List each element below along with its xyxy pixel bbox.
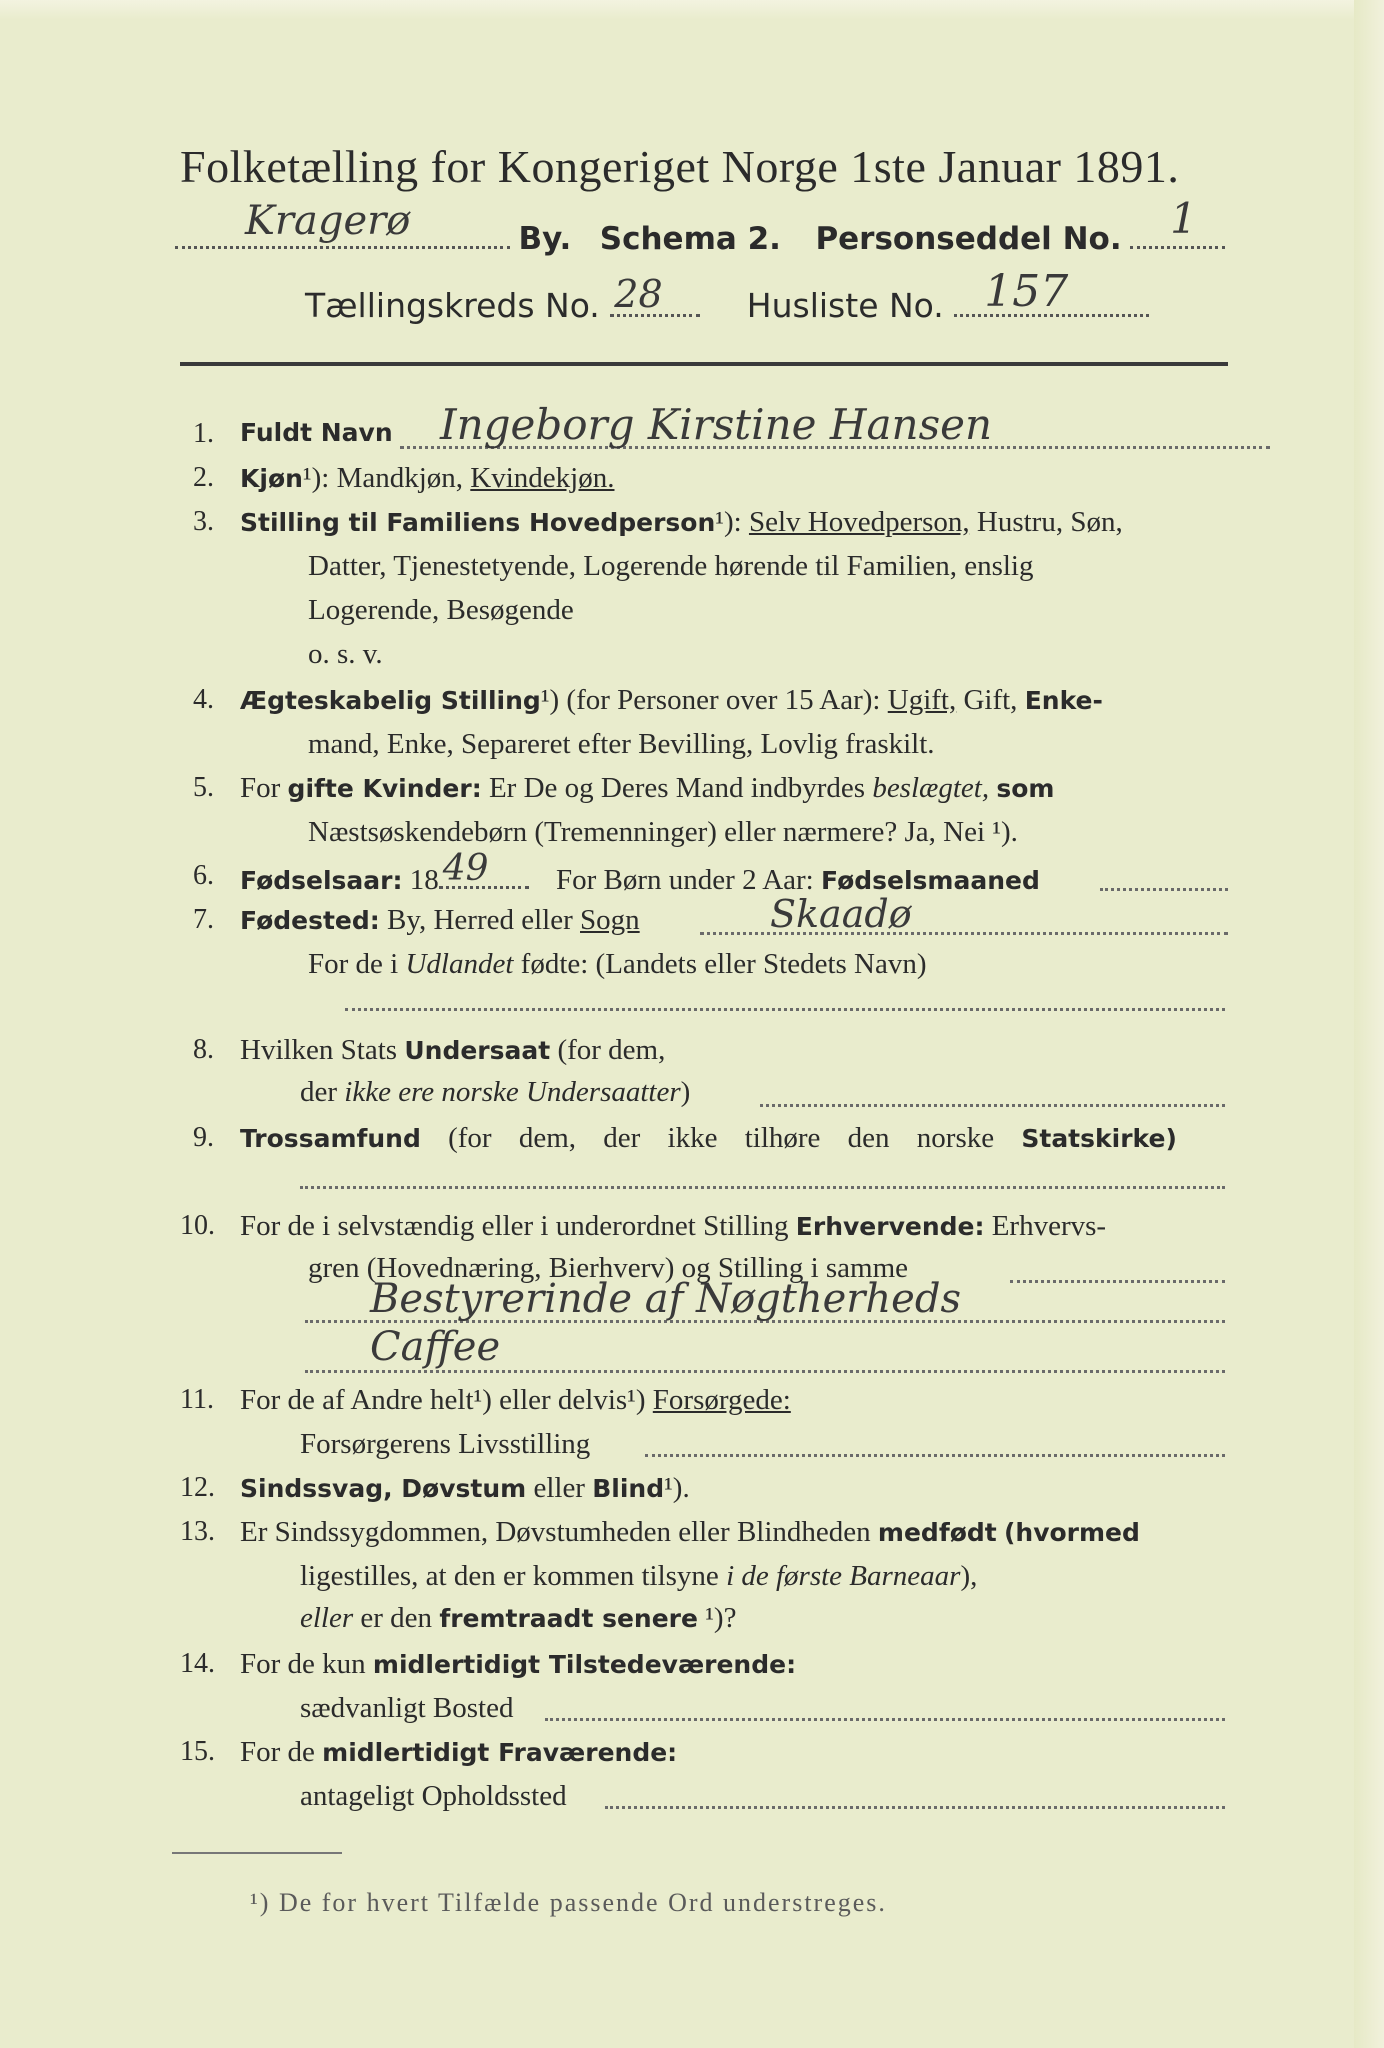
- birthplace-value: Skaadø: [770, 892, 912, 936]
- item-text: For de af Andre helt¹) eller delvis¹): [240, 1384, 646, 1416]
- item-italic-text: i de første Barneaar: [726, 1560, 961, 1592]
- item-13-line-2: [300, 1560, 977, 1593]
- item-italic-text: ikke ere norske Undersaatter: [344, 1076, 681, 1108]
- item-6: [240, 848, 1040, 897]
- schema-label: Schema 2.: [599, 221, 781, 257]
- item-4: [240, 684, 1103, 717]
- form-title: Folketælling for Kongeriget Norge 1ste Januar 1891.: [180, 141, 1180, 192]
- item-15: [240, 1736, 677, 1769]
- item-7-line-2: [308, 948, 927, 981]
- item-number: 1.: [193, 418, 214, 449]
- item-5-line-2: Næstsøskendebørn (Tremenninger) eller nærmere? Ja, Nei ¹).: [308, 816, 1018, 848]
- item-number: 15.: [180, 1736, 215, 1767]
- item-15-line-2: antageligt Opholdssted: [300, 1780, 567, 1812]
- item-number: 11.: [180, 1384, 214, 1415]
- item-text: For de i selvstændig eller i underordnet Stilling: [240, 1210, 789, 1242]
- item-9: [240, 1122, 1177, 1155]
- item-3-line-4: o. s. v.: [308, 638, 383, 670]
- item-label: Kjøn: [240, 464, 303, 493]
- item-3: [240, 506, 1123, 539]
- occupation-field-line-1: [1010, 1280, 1225, 1283]
- item-label: Trossamfund: [240, 1124, 421, 1153]
- item-2: [240, 462, 614, 495]
- item-10-line-2: gren (Hovednæring, Bierhverv) og Stilling i samme: [308, 1252, 909, 1284]
- kreds-value: 28: [614, 272, 663, 316]
- item-underlined: Ugift,: [887, 684, 957, 716]
- header-line-town: [175, 194, 1225, 258]
- item-number: 10.: [180, 1210, 215, 1241]
- town-field: [175, 198, 510, 249]
- item-label: Sindssvag, Døvstum: [240, 1474, 527, 1503]
- birthmonth-field-line: [1100, 888, 1228, 891]
- item-text: ¹): Mandkjøn,: [302, 462, 464, 494]
- occupation-value: Bestyrerinde af Nøgtherheds: [370, 1276, 961, 1322]
- item-text: ¹):: [715, 506, 742, 538]
- item-text: ¹) (for Personer over 15 Aar):: [540, 684, 881, 716]
- occupation-value-2: Caffee: [370, 1324, 501, 1370]
- occupation-field-line-3: [305, 1370, 1225, 1373]
- item-12: [240, 1472, 690, 1505]
- item-10: [240, 1210, 1106, 1243]
- paper-edge-right: [1354, 0, 1384, 2048]
- item-underlined: Sogn: [580, 904, 640, 936]
- item-number: 2.: [193, 462, 214, 493]
- by-label: By.: [518, 221, 572, 257]
- item-italic-text: eller: [300, 1602, 354, 1634]
- header-line-kreds: [305, 266, 1149, 325]
- item-bold-text: Enke-: [1024, 686, 1103, 715]
- item-number: 6.: [193, 860, 214, 891]
- item-8: [240, 1034, 665, 1067]
- item-8-line-2: [300, 1076, 690, 1109]
- item-text: eller: [533, 1472, 585, 1504]
- item-number: 9.: [193, 1122, 214, 1153]
- item-text: ¹).: [664, 1472, 690, 1504]
- item-text: For de i: [308, 948, 399, 980]
- item-text: For de kun: [240, 1648, 366, 1680]
- item-5: [240, 772, 1054, 805]
- item-text: (for dem, der ikke tilhøre den norske: [448, 1122, 995, 1154]
- item-label: Fødselsaar:: [240, 866, 403, 895]
- item-number: 7.: [193, 904, 214, 935]
- item-text: ),: [960, 1560, 978, 1592]
- item-bold-text: (hvormed: [1003, 1518, 1140, 1547]
- item-text: der: [300, 1076, 338, 1108]
- item-text: By, Herred eller: [387, 904, 573, 936]
- item-text: Hvilken Stats: [240, 1034, 398, 1066]
- item-label: medfødt: [877, 1518, 997, 1547]
- item-label: midlertidigt Fraværende:: [322, 1738, 678, 1767]
- personseddel-value: 1: [1170, 194, 1197, 243]
- item-bold-text: Statskirke): [1021, 1124, 1177, 1153]
- item-text: Er Sindssygdommen, Døvstumheden eller Blindheden: [240, 1516, 871, 1548]
- item-label: Ægteskabelig Stilling: [240, 686, 541, 715]
- name-value: Ingeborg Kirstine Hansen: [440, 400, 993, 449]
- item-label: Stilling til Familiens Hovedperson: [240, 508, 716, 537]
- religion-field-line: [300, 1186, 1225, 1189]
- item-number: 8.: [193, 1034, 214, 1065]
- item-label: Undersaat: [404, 1036, 551, 1065]
- husliste-field: [954, 266, 1149, 317]
- item-bold-text: Blind: [592, 1474, 665, 1503]
- item-label: gifte Kvinder:: [287, 774, 482, 803]
- husliste-label: Husliste No.: [746, 286, 944, 325]
- item-label: midlertidigt Tilstedeværende:: [372, 1650, 797, 1679]
- item-number: 13.: [180, 1516, 215, 1547]
- item-number: 14.: [180, 1648, 215, 1679]
- footnote-text: ¹) De for hvert Tilfælde passende Ord understreges.: [250, 1888, 887, 1917]
- item-underlined: Selv Hovedperson,: [748, 506, 970, 538]
- item-text: For Børn under 2 Aar:: [556, 864, 814, 896]
- item-text: Erhvervs-: [991, 1210, 1107, 1242]
- birthyear-value: 49: [442, 848, 489, 889]
- personseddel-field: [1130, 194, 1225, 249]
- item-3-line-2: Datter, Tjenestetyende, Logerende hørende til Familien, enslig: [308, 550, 1034, 582]
- item-text: Hustru, Søn,: [976, 506, 1123, 538]
- item-text: Gift,: [963, 684, 1018, 716]
- item-text: er den: [360, 1602, 433, 1634]
- item-13-line-3: [300, 1602, 736, 1635]
- item-underlined: Forsørgede:: [652, 1384, 791, 1416]
- item-number: 12.: [180, 1472, 215, 1503]
- husliste-value: 157: [984, 266, 1069, 317]
- item-11-line-2: Forsørgerens Livsstilling: [300, 1428, 591, 1460]
- item-text: som: [996, 774, 1055, 803]
- item-bold-text: fremtraadt senere: [439, 1604, 698, 1633]
- kreds-label: Tællingskreds No.: [305, 286, 600, 325]
- item-text: ): [680, 1076, 691, 1108]
- item-bold-text: Fødselsmaaned: [821, 866, 1040, 895]
- item-text: For: [240, 772, 281, 804]
- item-text: (for dem,: [557, 1034, 666, 1066]
- item-text: 18: [409, 864, 439, 896]
- item-4-line-2: mand, Enke, Separeret efter Bevilling, Lovlig fraskilt.: [308, 728, 935, 760]
- item-text: ¹)?: [705, 1602, 737, 1634]
- item-italic-text: Udlandet: [405, 948, 514, 980]
- citizenship-field-line: [760, 1104, 1225, 1107]
- item-number: 3.: [193, 506, 214, 537]
- residence-field-line: [545, 1718, 1225, 1721]
- personseddel-label: Personseddel No.: [815, 221, 1122, 257]
- item-number: 4.: [193, 684, 214, 715]
- item-13: [240, 1516, 1140, 1549]
- item-italic-text: beslægtet,: [872, 772, 990, 804]
- item-1: [240, 416, 393, 449]
- kreds-field: [610, 272, 700, 317]
- item-14-line-2: sædvanligt Bosted: [300, 1692, 514, 1724]
- foreign-birthplace-field-line: [345, 1008, 1225, 1011]
- item-3-line-3: Logerende, Besøgende: [308, 594, 574, 626]
- item-text: ligestilles, at den er kommen tilsyne: [300, 1560, 719, 1592]
- birthyear-field: [439, 848, 529, 889]
- item-text: fødte: (Landets eller Stedets Navn): [520, 948, 927, 980]
- item-label: Fødested:: [240, 906, 380, 935]
- item-11: [240, 1384, 791, 1417]
- provider-field-line: [645, 1454, 1225, 1457]
- header-rule: [180, 362, 1228, 366]
- item-underlined: Kvindekjøn.: [470, 462, 615, 494]
- town-value: Kragerø: [245, 198, 411, 244]
- item-7: [240, 904, 640, 937]
- paper-edge-top: [0, 0, 1384, 20]
- item-text: Er De og Deres Mand indbyrdes: [488, 772, 866, 804]
- item-label: Fuldt Navn: [240, 418, 393, 447]
- item-14: [240, 1648, 796, 1681]
- whereabouts-field-line: [605, 1806, 1225, 1809]
- item-label: Erhvervende:: [795, 1212, 985, 1241]
- item-number: 5.: [193, 772, 214, 803]
- item-text: For de: [240, 1736, 315, 1768]
- footnote-rule: [172, 1852, 342, 1854]
